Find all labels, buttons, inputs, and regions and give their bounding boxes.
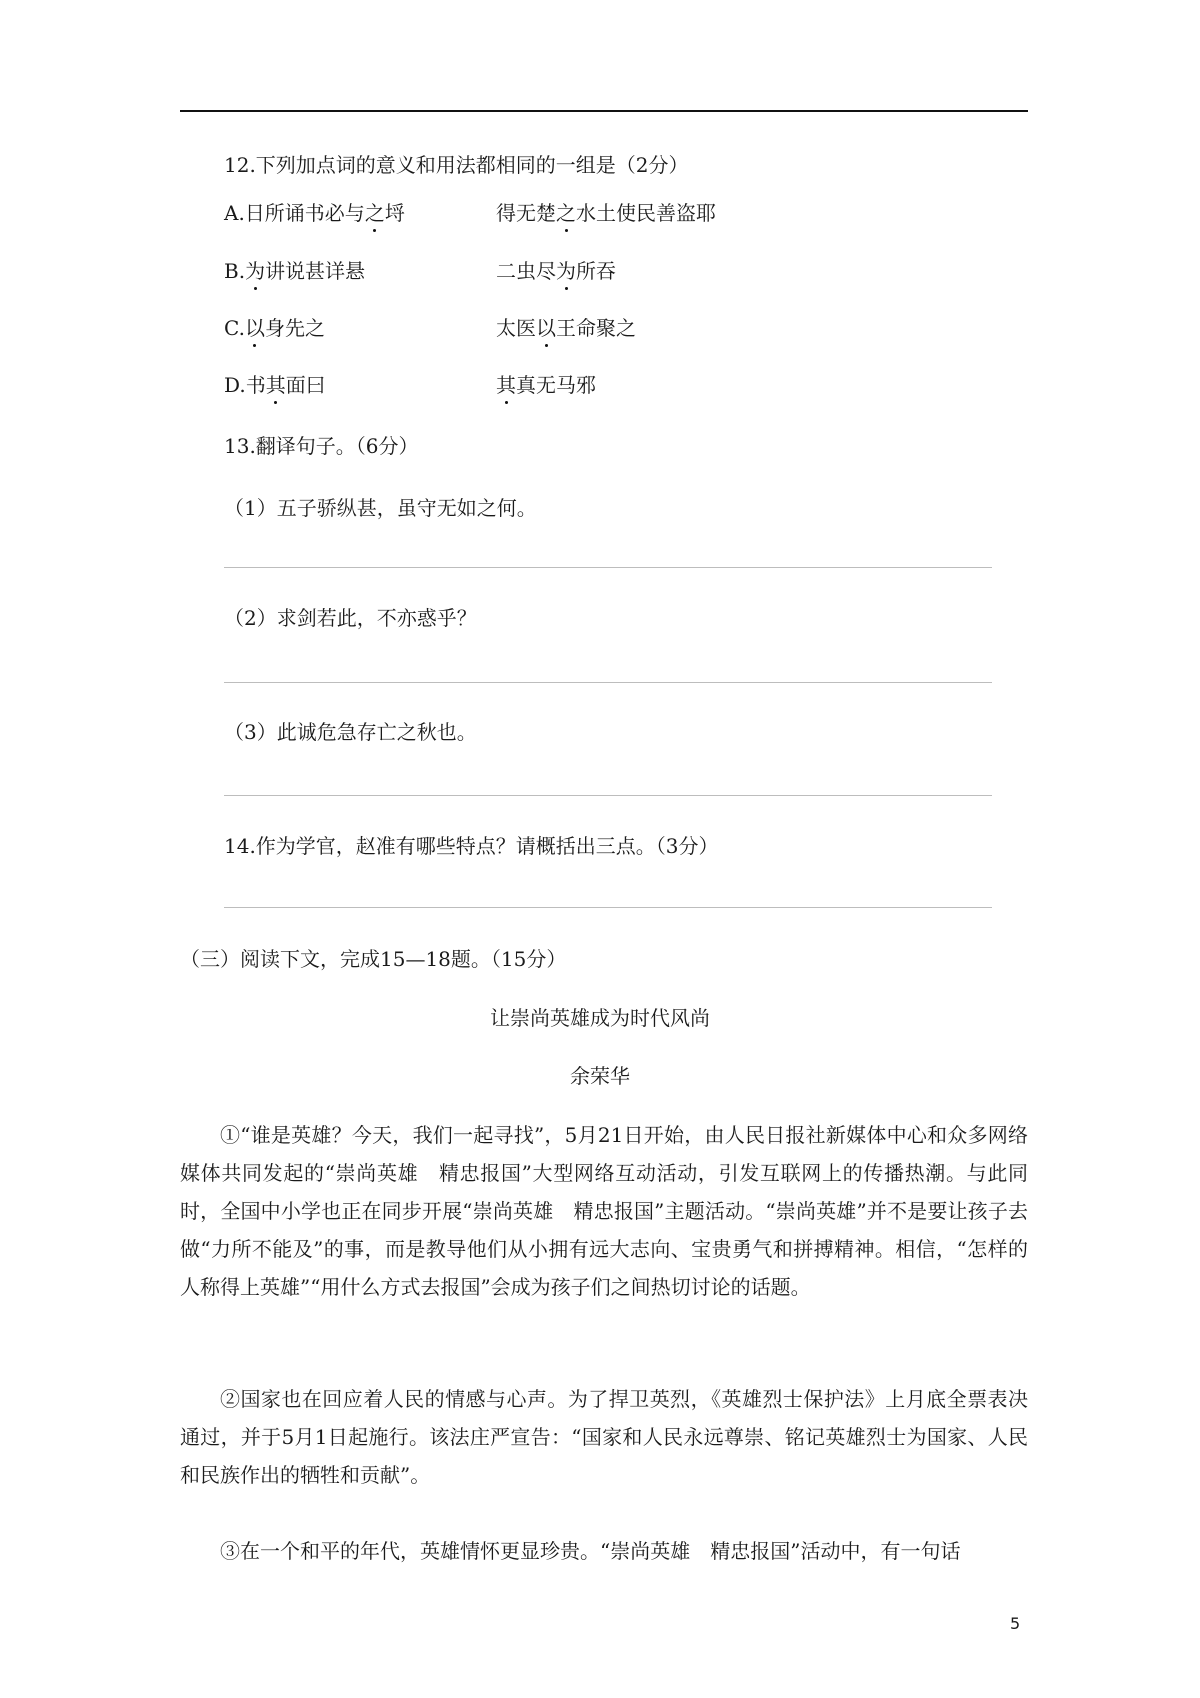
emphasis-dot-word: 其 [496,373,516,397]
emphasis-dot-word: 为 [245,259,266,283]
emphasis-dot-word: 之 [364,201,385,225]
article-author: 余荣华 [570,1064,630,1088]
section-heading: （三）阅读下文，完成15—18题。（15分） [180,947,567,971]
answer-line [224,795,992,796]
q12-stem: 12.下列加点词的意义和用法都相同的一组是（2分） [224,153,689,177]
emphasis-dot-word: 以 [244,316,265,340]
article-paragraph-2: ②国家也在回应着人民的情感与心声。为了捍卫英烈，《英雄烈士保护法》上月底全票表决通过，并于5月1日起施行。该法庄严宣告：“国家和人民永远尊崇、铭记英雄烈士为国家、人民和民族作出的牺牲和贡献”。 [180,1387,1028,1487]
header-rule [180,110,1028,112]
option-right: 得无楚之水土使民善盗耶 [496,201,716,225]
article-title: 让崇尚英雄成为时代风尚 [490,1006,710,1030]
emphasis-dot-word: 为 [556,259,576,283]
emphasis-dot-word: 其 [265,373,286,397]
q13-stem: 13.翻译句子。（6分） [224,434,419,458]
q13-item-2: （2）求剑若此，不亦惑乎？ [224,606,477,630]
option-left: A.日所诵书必与之埒 [224,201,405,225]
article-paragraph-3: ③在一个和平的年代，英雄情怀更显珍贵。“崇尚英雄 精忠报国”活动中，有一句话 [220,1539,961,1563]
emphasis-dot-word: 以 [536,316,556,340]
q13-item-1: （1）五子骄纵甚，虽守无如之何。 [224,496,537,520]
answer-line [224,567,992,568]
option-left: B.为讲说甚详悬 [224,259,366,283]
q14-stem: 14.作为学官，赵准有哪些特点？请概括出三点。（3分） [224,834,719,858]
answer-line [224,907,992,908]
q13-item-3: （3）此诚危急存亡之秋也。 [224,720,477,744]
page-number: 5 [1010,1614,1021,1633]
option-right: 太医以王命聚之 [496,316,636,340]
option-left: C.以身先之 [224,316,325,340]
emphasis-dot-word: 之 [556,201,576,225]
option-right: 其真无马邪 [496,373,596,397]
article-paragraph-1: ①“谁是英雄？今天，我们一起寻找”，5月21日开始，由人民日报社新媒体中心和众多网络媒体共同发起的“崇尚英雄 精忠报国”大型网络互动活动，引发互联网上的传播热潮。与此同时，全国中小学也正在同步开展“崇尚英雄 精忠报国”主题活动。“崇尚英雄”并不是要让孩子去做“力所不能及”的事，而是教导他们从小拥有远大志向、宝贵勇气和拼搏精神。相信，“怎样的人称得上英雄”“用什么方式去报国”会成为孩子们之间热切讨论的话题。 [180,1123,1028,1299]
option-right: 二虫尽为所吞 [496,259,616,283]
answer-line [224,682,992,683]
option-left: D.书其面曰 [224,373,326,397]
